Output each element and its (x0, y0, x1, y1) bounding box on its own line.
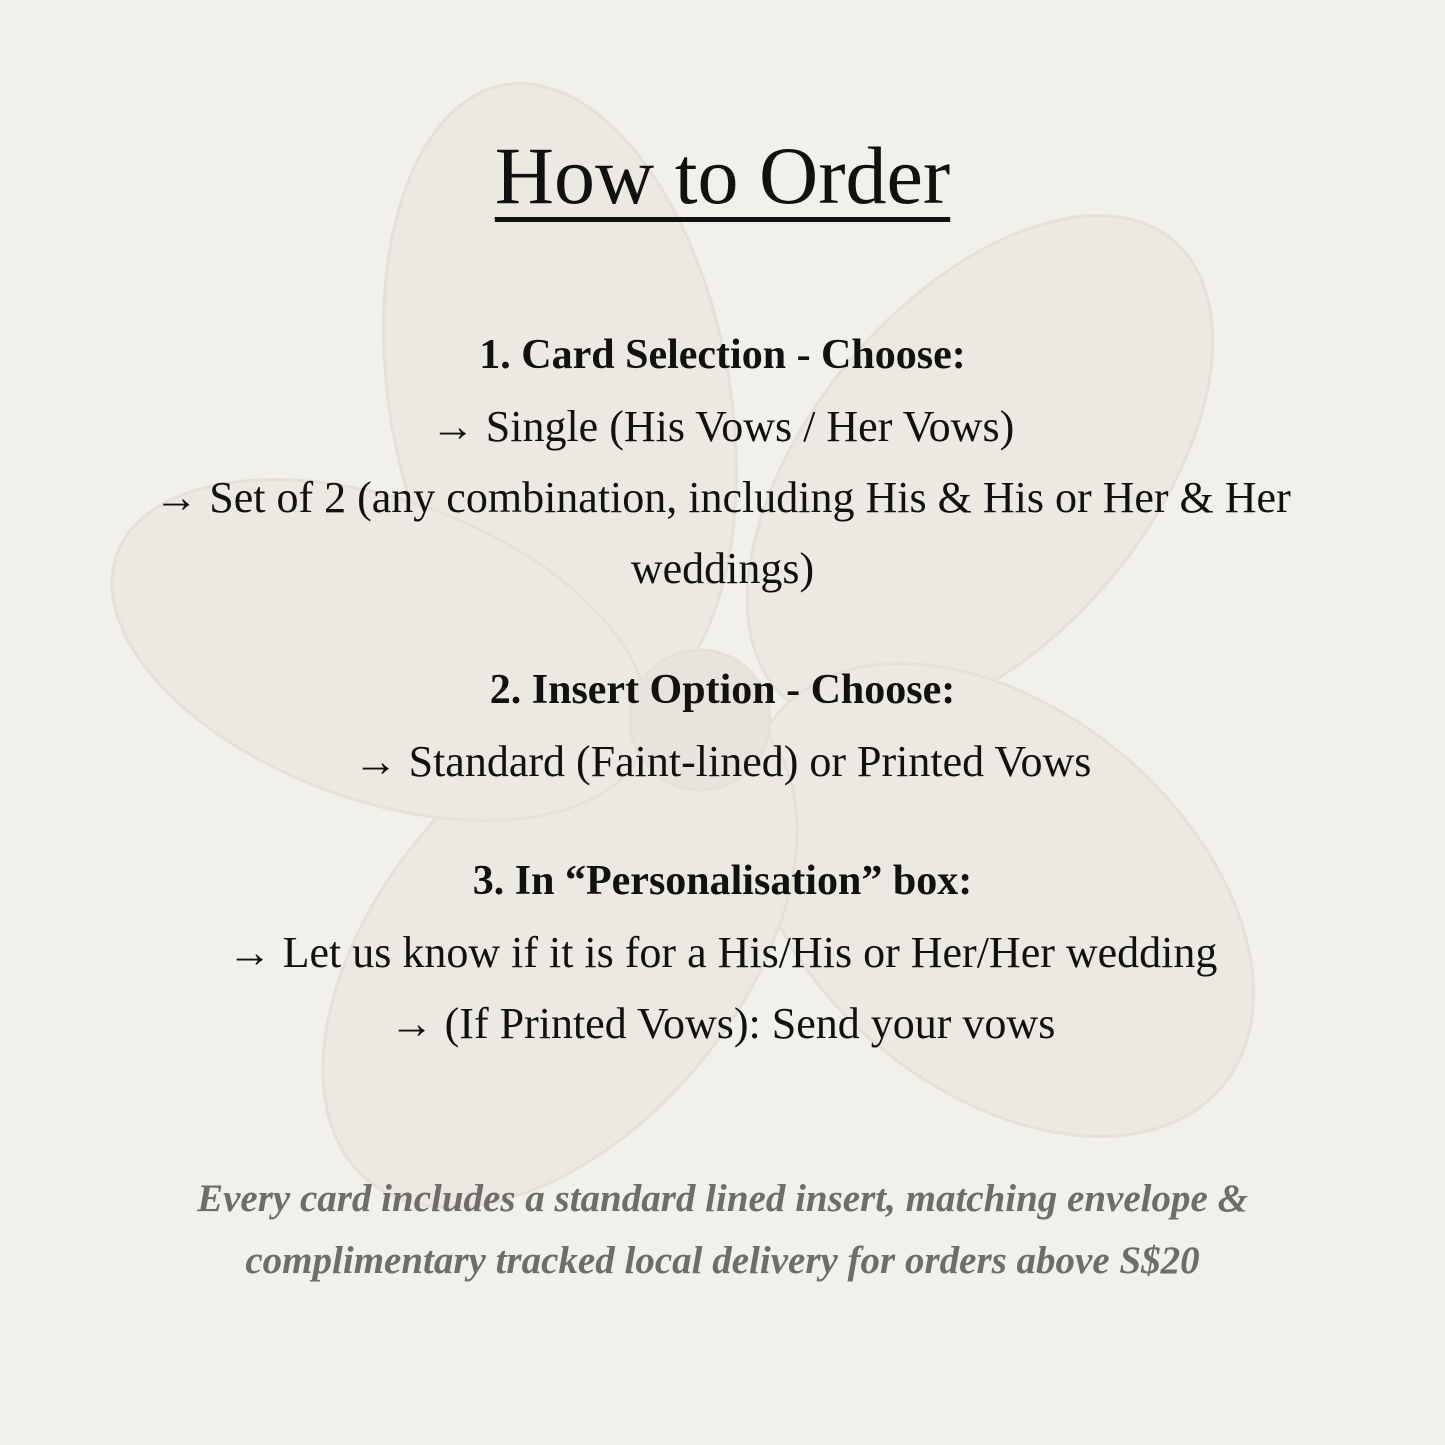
section-heading: 3. In “Personalisation” box: (472, 858, 973, 904)
section-personalisation (110, 846, 1335, 1059)
section-card-selection (110, 320, 1335, 604)
section-heading: 2. Insert Option - Choose: (489, 667, 956, 713)
section-line: → Single (His Vows / Her Vows) (430, 402, 1015, 451)
footer-line: Every card includes a standard lined insert, matching envelope & (197, 1177, 1248, 1220)
page-title: How to Order (494, 130, 951, 221)
footer-note (100, 1168, 1345, 1292)
section-insert-option (110, 655, 1335, 797)
footer-line: complimentary tracked local delivery for orders above S$20 (245, 1239, 1200, 1282)
section-line: → Standard (Faint-lined) or Printed Vows (353, 737, 1092, 786)
section-line: → (If Printed Vows): Send your vows (389, 999, 1056, 1048)
section-heading: 1. Card Selection - Choose: (479, 332, 966, 378)
section-line: → Let us know if it is for a His/His or Her/Her wedding (227, 928, 1218, 977)
section-line: → Set of 2 (any combination, including His & His or Her & Her weddings) (154, 473, 1291, 593)
